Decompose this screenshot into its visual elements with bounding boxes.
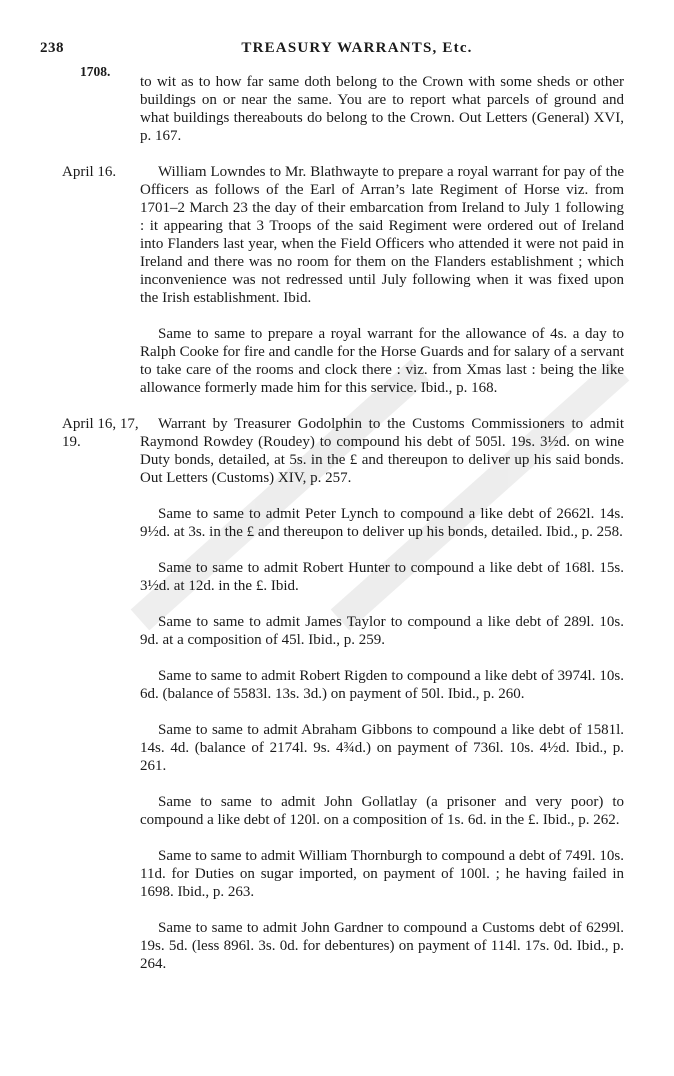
entry-paragraph: Same to same to admit Robert Rigden to compound a like debt of 3974l. 10s. 6d. (balance of 5583l. 13s. 3d.) on payment of 50l. Ibid., p. 260. bbox=[140, 668, 624, 702]
entry-paragraph: William Lowndes to Mr. Blathwayte to prepare a royal warrant for pay of the Officers as follows of the Earl of Arran’s late Regiment of Horse viz. from 1701–2 March 23 the day of their embarcation from Ireland to July 1 following : it appearing that 3 Troops of the said Regiment were ordered out of Ireland into Flanders last year, when the Field Officers who attended it were not paid in Ireland and there was no room for them on the Flanders establishment ; which inconvenience was not redressed until July following when it was fixed upon the Irish establishment. Ibid. bbox=[140, 164, 624, 306]
entry-paragraph: Same to same to admit William Thornburgh to compound a debt of 749l. 10s. 11d. for Duties on sugar imported, on payment of 100l. ; he having failed in 1698. Ibid., p. 263. bbox=[140, 848, 624, 900]
entries-list bbox=[0, 73, 674, 991]
entry-paragraph: Same to same to admit John Gardner to compound a Customs debt of 6299l. 19s. 5d. (less 896l. 3s. 0d. for debentures) on payment of 114l. 17s. 0d. Ibid., p. 264. bbox=[140, 920, 624, 972]
page-number: 238 bbox=[40, 40, 64, 56]
running-title: TREASURY WARRANTS, Etc. bbox=[241, 40, 473, 56]
entry bbox=[0, 415, 674, 973]
entry-paragraph: Same to same to admit James Taylor to compound a like debt of 289l. 10s. 9d. at a composition of 45l. Ibid., p. 259. bbox=[140, 614, 624, 648]
entry-paragraph: Same to same to admit Abraham Gibbons to compound a like debt of 1581l. 14s. 4d. (balance of 2174l. 9s. 4¾d.) on payment of 736l. 10s. 4½d. Ibid., p. 261. bbox=[140, 722, 624, 774]
entry-date: April 16. bbox=[62, 164, 117, 180]
entry bbox=[0, 73, 674, 145]
year-marker: 1708. bbox=[80, 64, 111, 79]
entry-paragraph: Same to same to admit Robert Hunter to compound a like debt of 168l. 15s. 3½d. at 12d. in the £. Ibid. bbox=[140, 560, 624, 594]
entry-paragraph: Warrant by Treasurer Godolphin to the Customs Commissioners to admit Raymond Rowdey (Roudey) to compound his debt of 505l. 19s. 3½d. on wine Duty bonds, detailed, at 5s. in the £ and thereupon to deliver up his said bonds. Out Letters (Customs) XIV, p. 257. bbox=[140, 416, 624, 486]
entry-date: April 16, 17, 19. bbox=[62, 416, 139, 450]
entry bbox=[0, 163, 674, 397]
entry-paragraph: Same to same to prepare a royal warrant for the allowance of 4s. a day to Ralph Cooke for fire and candle for the Horse Guards and for salary of a servant to take care of the rooms and clock there : viz. from Xmas last : being the like allowance formerly made him for this service. Ibid., p. 168. bbox=[140, 326, 624, 396]
entry-paragraph: to wit as to how far same doth belong to the Crown with some sheds or other buildings on or near the same. You are to report what parcels of ground and what buildings thereabouts do belong to the Crown. Out Letters (General) XVI, p. 167. bbox=[140, 74, 624, 144]
entry-paragraph: Same to same to admit John Gollatlay (a prisoner and very poor) to compound a like debt of 120l. on a composition of 1s. 6d. in the £. Ibid., p. 262. bbox=[140, 794, 624, 828]
entry-paragraph: Same to same to admit Peter Lynch to compound a like debt of 2662l. 14s. 9½d. at 3s. in the £ and thereupon to deliver up his bonds, detailed. Ibid., p. 258. bbox=[140, 506, 624, 540]
